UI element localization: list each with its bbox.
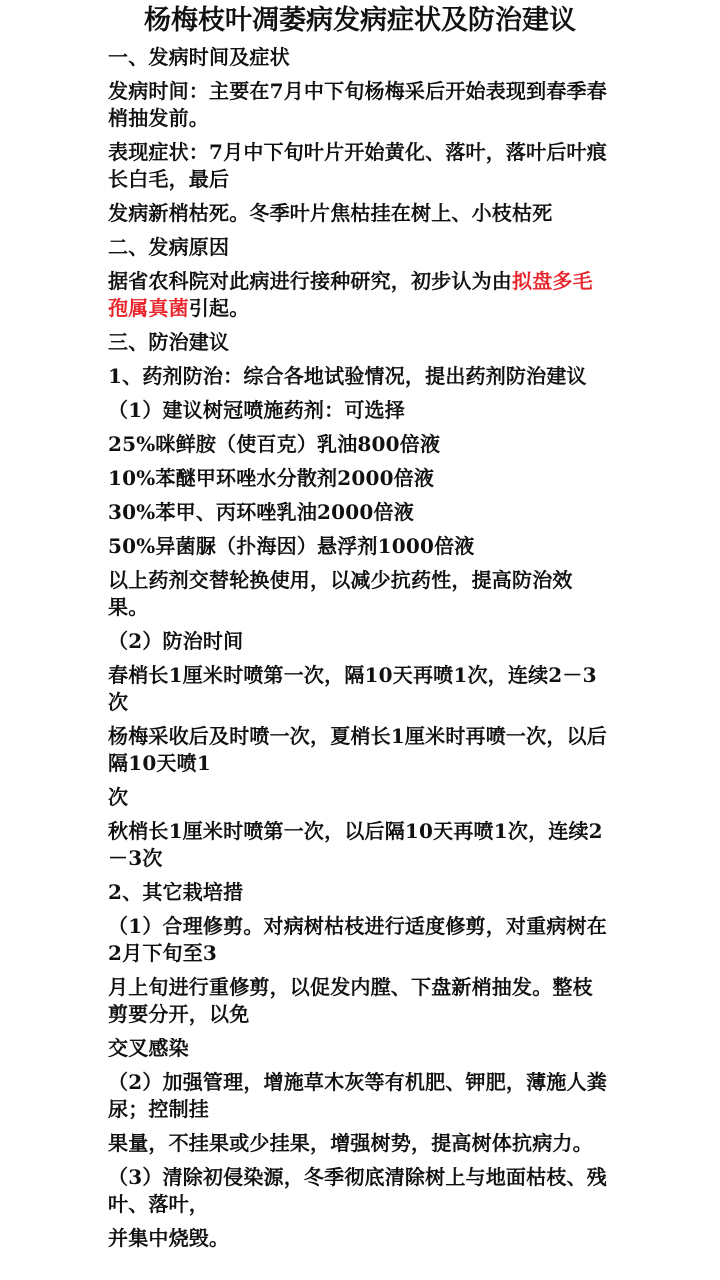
cause-text-before: 据省农科院对此病进行接种研究，初步认为由 bbox=[108, 269, 512, 293]
management-text-b: 果量，不挂果或少挂果，增强树势，提高树体抗病力。 bbox=[108, 1131, 593, 1155]
drug-item-2: 10%苯醚甲环唑水分散剂2000倍液 bbox=[108, 466, 435, 490]
timing-heading: （2）防治时间 bbox=[108, 629, 244, 653]
sanitation-text-a: （3）清除初侵染源，冬季彻底清除树上与地面枯枝、残叶、落叶， bbox=[108, 1165, 607, 1216]
management-text-a: （2）加强管理，增施草木灰等有机肥、钾肥，薄施人粪尿；控制挂 bbox=[108, 1070, 607, 1121]
pathogen-highlight: 拟盘多毛孢属真菌 bbox=[108, 269, 593, 320]
section-3-heading: 三、防治建议 bbox=[108, 330, 230, 354]
pruning-text-b: 月上旬进行重修剪，以促发内膛、下盘新梢抽发。整枝剪要分开，以免 bbox=[108, 975, 593, 1026]
timing-summer-b: 次 bbox=[108, 785, 129, 809]
pruning-text-a: （1）合理修剪。对病树枯枝进行适度修剪，对重病树在2月下旬至3 bbox=[108, 914, 607, 965]
timing-autumn: 秋梢长1厘米时喷第一次，以后隔10天再喷1次，连续2－3次 bbox=[108, 819, 603, 870]
drug-rotation-note: 以上药剂交替轮换使用，以减少抗药性，提高防治效果。 bbox=[108, 568, 573, 619]
symptom-text-a: 表现症状：7月中下旬叶片开始黄化、落叶，落叶后叶痕长白毛，最后 bbox=[108, 140, 607, 191]
timing-summer-a: 杨梅采收后及时喷一次，夏梢长1厘米时再喷一次，以后隔10天喷1 bbox=[108, 724, 607, 775]
cause-text bbox=[108, 268, 612, 322]
drug-item-4: 50%异菌脲（扑海因）悬浮剂1000倍液 bbox=[108, 534, 475, 558]
section-1-heading: 一、发病时间及症状 bbox=[108, 45, 290, 69]
onset-time-text: 发病时间：主要在7月中下旬杨梅采后开始表现到春季春梢抽发前。 bbox=[108, 79, 607, 130]
timing-spring: 春梢长1厘米时喷第一次，隔10天再喷1次，连续2－3次 bbox=[108, 663, 597, 714]
drug-item-3: 30%苯甲、丙环唑乳油2000倍液 bbox=[108, 500, 414, 524]
chemical-control-text: 1、药剂防治：综合各地试验情况，提出药剂防治建议 bbox=[108, 364, 587, 388]
cause-text-after: 引起。 bbox=[188, 296, 250, 320]
pruning-text-c: 交叉感染 bbox=[108, 1036, 189, 1060]
symptom-text-b: 发病新梢枯死。冬季叶片焦枯挂在树上、小枝枯死 bbox=[108, 201, 553, 225]
cultivation-heading: 2、其它栽培措 bbox=[108, 880, 244, 904]
spray-options-heading: （1）建议树冠喷施药剂：可选择 bbox=[108, 398, 405, 422]
section-2-heading: 二、发病原因 bbox=[108, 235, 230, 259]
document-title: 杨梅枝叶凋萎病发病症状及防治建议 bbox=[144, 5, 576, 36]
sanitation-text-b: 并集中烧毁。 bbox=[108, 1226, 230, 1250]
drug-item-1: 25%咪鲜胺（使百克）乳油800倍液 bbox=[108, 432, 441, 456]
